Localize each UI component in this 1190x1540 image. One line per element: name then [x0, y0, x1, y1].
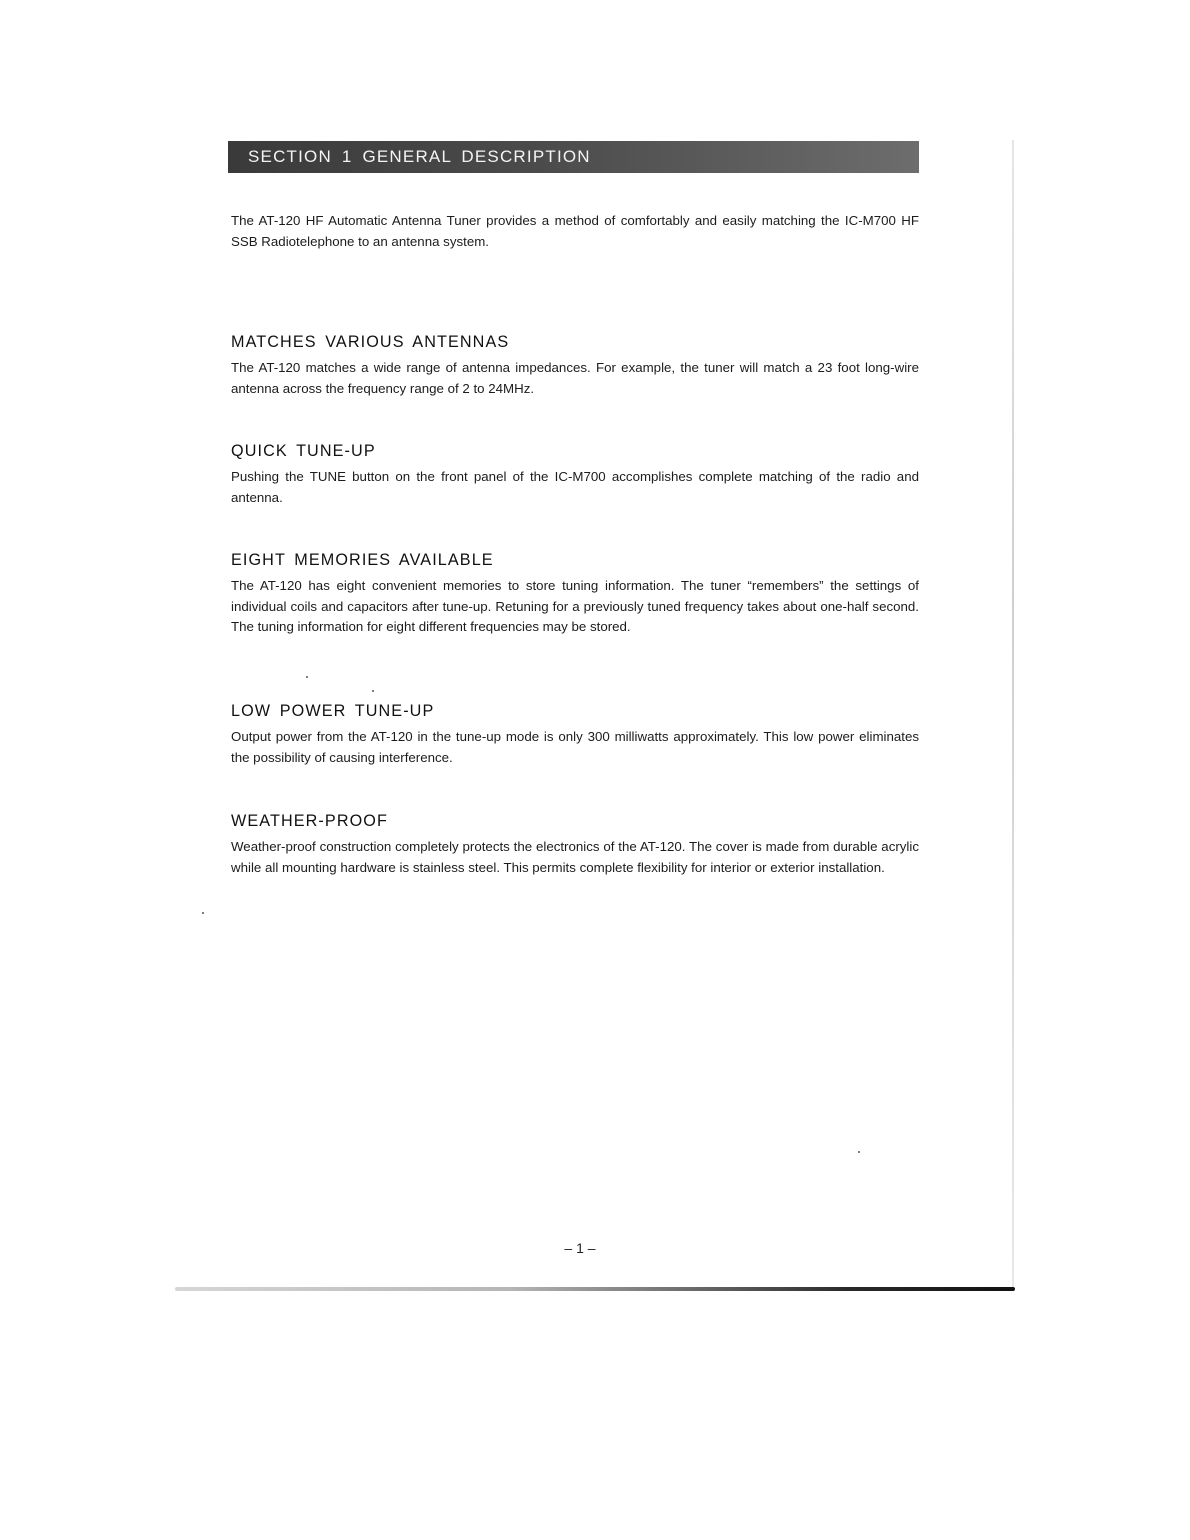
feature-weather-proof: [231, 812, 919, 878]
section-title: SECTION 1 GENERAL DESCRIPTION: [248, 147, 591, 166]
feature-low-power-tune-up: [231, 702, 919, 768]
feature-text: The AT-120 has eight convenient memories to store tuning information. The tuner “remembers” the settings of individual coils and capacitors after tune-up. Retuning for a previously tuned frequency takes about one-half second. The tuning information for eight different frequencies may be stored.: [231, 578, 919, 635]
feature-heading: MATCHES VARIOUS ANTENNAS: [231, 333, 510, 351]
page-edge-right: [1012, 140, 1014, 1290]
feature-text: Pushing the TUNE button on the front panel of the IC-M700 accomplishes complete matching of the radio and antenna.: [231, 469, 919, 505]
feature-text: The AT-120 matches a wide range of antenna impedances. For example, the tuner will match a 23 foot long-wire antenna across the frequency range of 2 to 24MHz.: [231, 360, 919, 396]
feature-text: Output power from the AT-120 in the tune-up mode is only 300 milliwatts approximately. This low power eliminates the possibility of causing interference.: [231, 729, 919, 765]
feature-heading: WEATHER-PROOF: [231, 812, 388, 830]
document-body: [231, 200, 919, 875]
scan-speck: [202, 912, 204, 914]
page-edge-bottom: [175, 1287, 1015, 1291]
feature-heading: EIGHT MEMORIES AVAILABLE: [231, 551, 494, 569]
feature-eight-memories-available: [231, 551, 919, 638]
page-number: – 1 –: [564, 1240, 596, 1256]
feature-text: Weather-proof construction completely protects the electronics of the AT-120. The cover is made from durable acrylic while all mounting hardware is stainless steel. This permits complete flexibility for interior or exterior installation.: [231, 839, 919, 875]
scan-speck: [306, 676, 308, 678]
section-banner: [228, 141, 919, 173]
scan-speck: [858, 1151, 860, 1153]
feature-heading: LOW POWER TUNE-UP: [231, 702, 435, 720]
feature-quick-tune-up: [231, 442, 919, 508]
feature-matches-various-antennas: [231, 333, 919, 399]
scan-speck: [372, 690, 374, 692]
feature-heading: QUICK TUNE-UP: [231, 442, 376, 460]
intro-paragraph: The AT-120 HF Automatic Antenna Tuner provides a method of comfortably and easily matching the IC-M700 HF SSB Radiotelephone to an antenna system.: [231, 213, 919, 249]
